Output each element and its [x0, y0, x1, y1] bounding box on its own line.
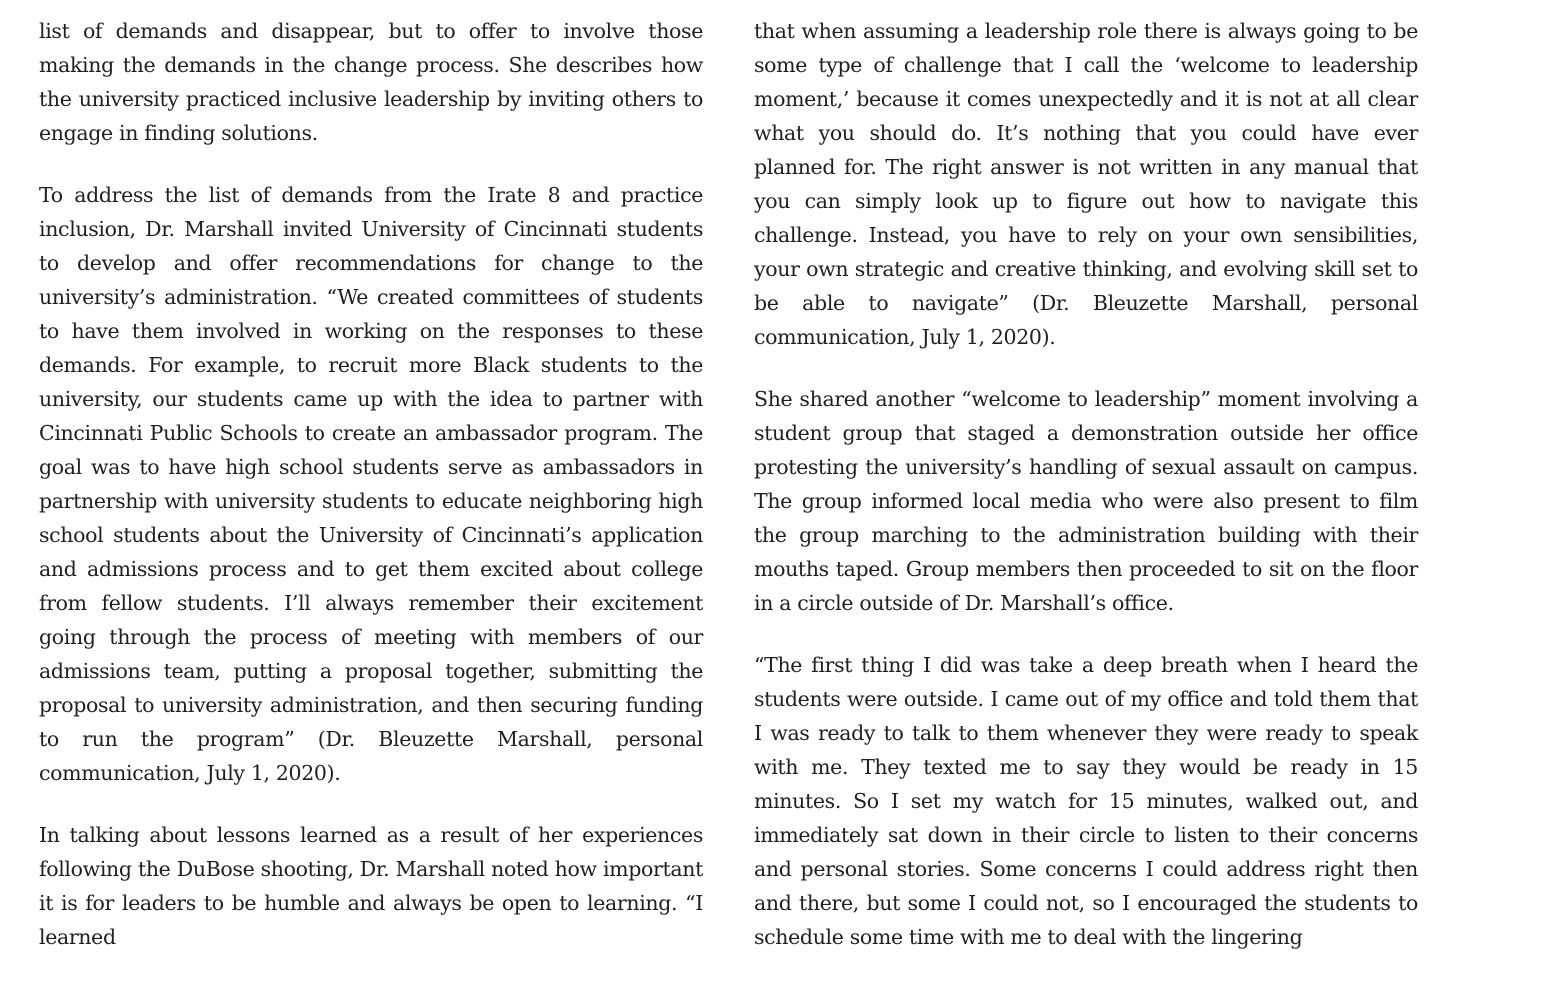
right-paragraph-1: that when assuming a leadership role there is always going to be some type of challenge that I call the ‘welcome to leadership moment,’ because it comes unexpectedly and it is not at all clear what you should do. It’s nothing that you could have ever planned for. The right answer is not written in any manual that you can simply look up to figure out how to navigate this challenge. Instead, you have to rely on your own sensibilities, your own strategic and creative thinking, and evolving skill set to be able to navigate” (Dr. Bleuzette Marshall, personal communication, July 1, 2020).: [754, 19, 1418, 349]
left-paragraph-2: To address the list of demands from the Irate 8 and practice inclusion, Dr. Marshall invited University of Cincinnati students to develop and offer recommendations for change to the university’s administration. “We created committees of students to have them involved in working on the responses to these demands. For example, to recruit more Black students to the university, our students came up with the idea to partner with Cincinnati Public Schools to create an ambassador program. The goal was to have high school students serve as ambassadors in partnership with university students to educate neighboring high school students about the University of Cincinnati’s application and admissions process and to get them excited about college from fellow students. I’ll always remember their excitement going through the process of meeting with members of our admissions team, putting a proposal together, submitting the proposal to university administration, and then securing funding to run the program” (Dr. Bleuzette Marshall, personal communication, July 1, 2020).: [39, 183, 703, 785]
right-column: [754, 14, 1418, 982]
left-column: [39, 14, 703, 982]
left-paragraph-1: list of demands and disappear, but to offer to involve those making the demands in the change process. She describes how the university practiced inclusive leadership by inviting others to engage in finding solutions.: [39, 19, 703, 145]
right-paragraph-3: “The first thing I did was take a deep breath when I heard the students were outside. I came out of my office and told them that I was ready to talk to them whenever they were ready to speak with me. They texted me to say they would be ready in 15 minutes. So I set my watch for 15 minutes, walked out, and immediately sat down in their circle to listen to their concerns and personal stories. Some concerns I could address right then and there, but some I could not, so I encouraged the students to schedule some time with me to deal with the lingering: [754, 653, 1418, 949]
right-paragraph-2: She shared another “welcome to leadership” moment involving a student group that staged a demonstration outside her office protesting the university’s handling of sexual assault on campus. The group informed local media who were also present to film the group marching to the administration building with their mouths taped. Group members then proceeded to sit on the floor in a circle outside of Dr. Marshall’s office.: [754, 387, 1418, 615]
left-paragraph-3: In talking about lessons learned as a result of her experiences following the DuBose shooting, Dr. Marshall noted how important it is for leaders to be humble and always be open to learning. “I learned: [39, 823, 703, 949]
